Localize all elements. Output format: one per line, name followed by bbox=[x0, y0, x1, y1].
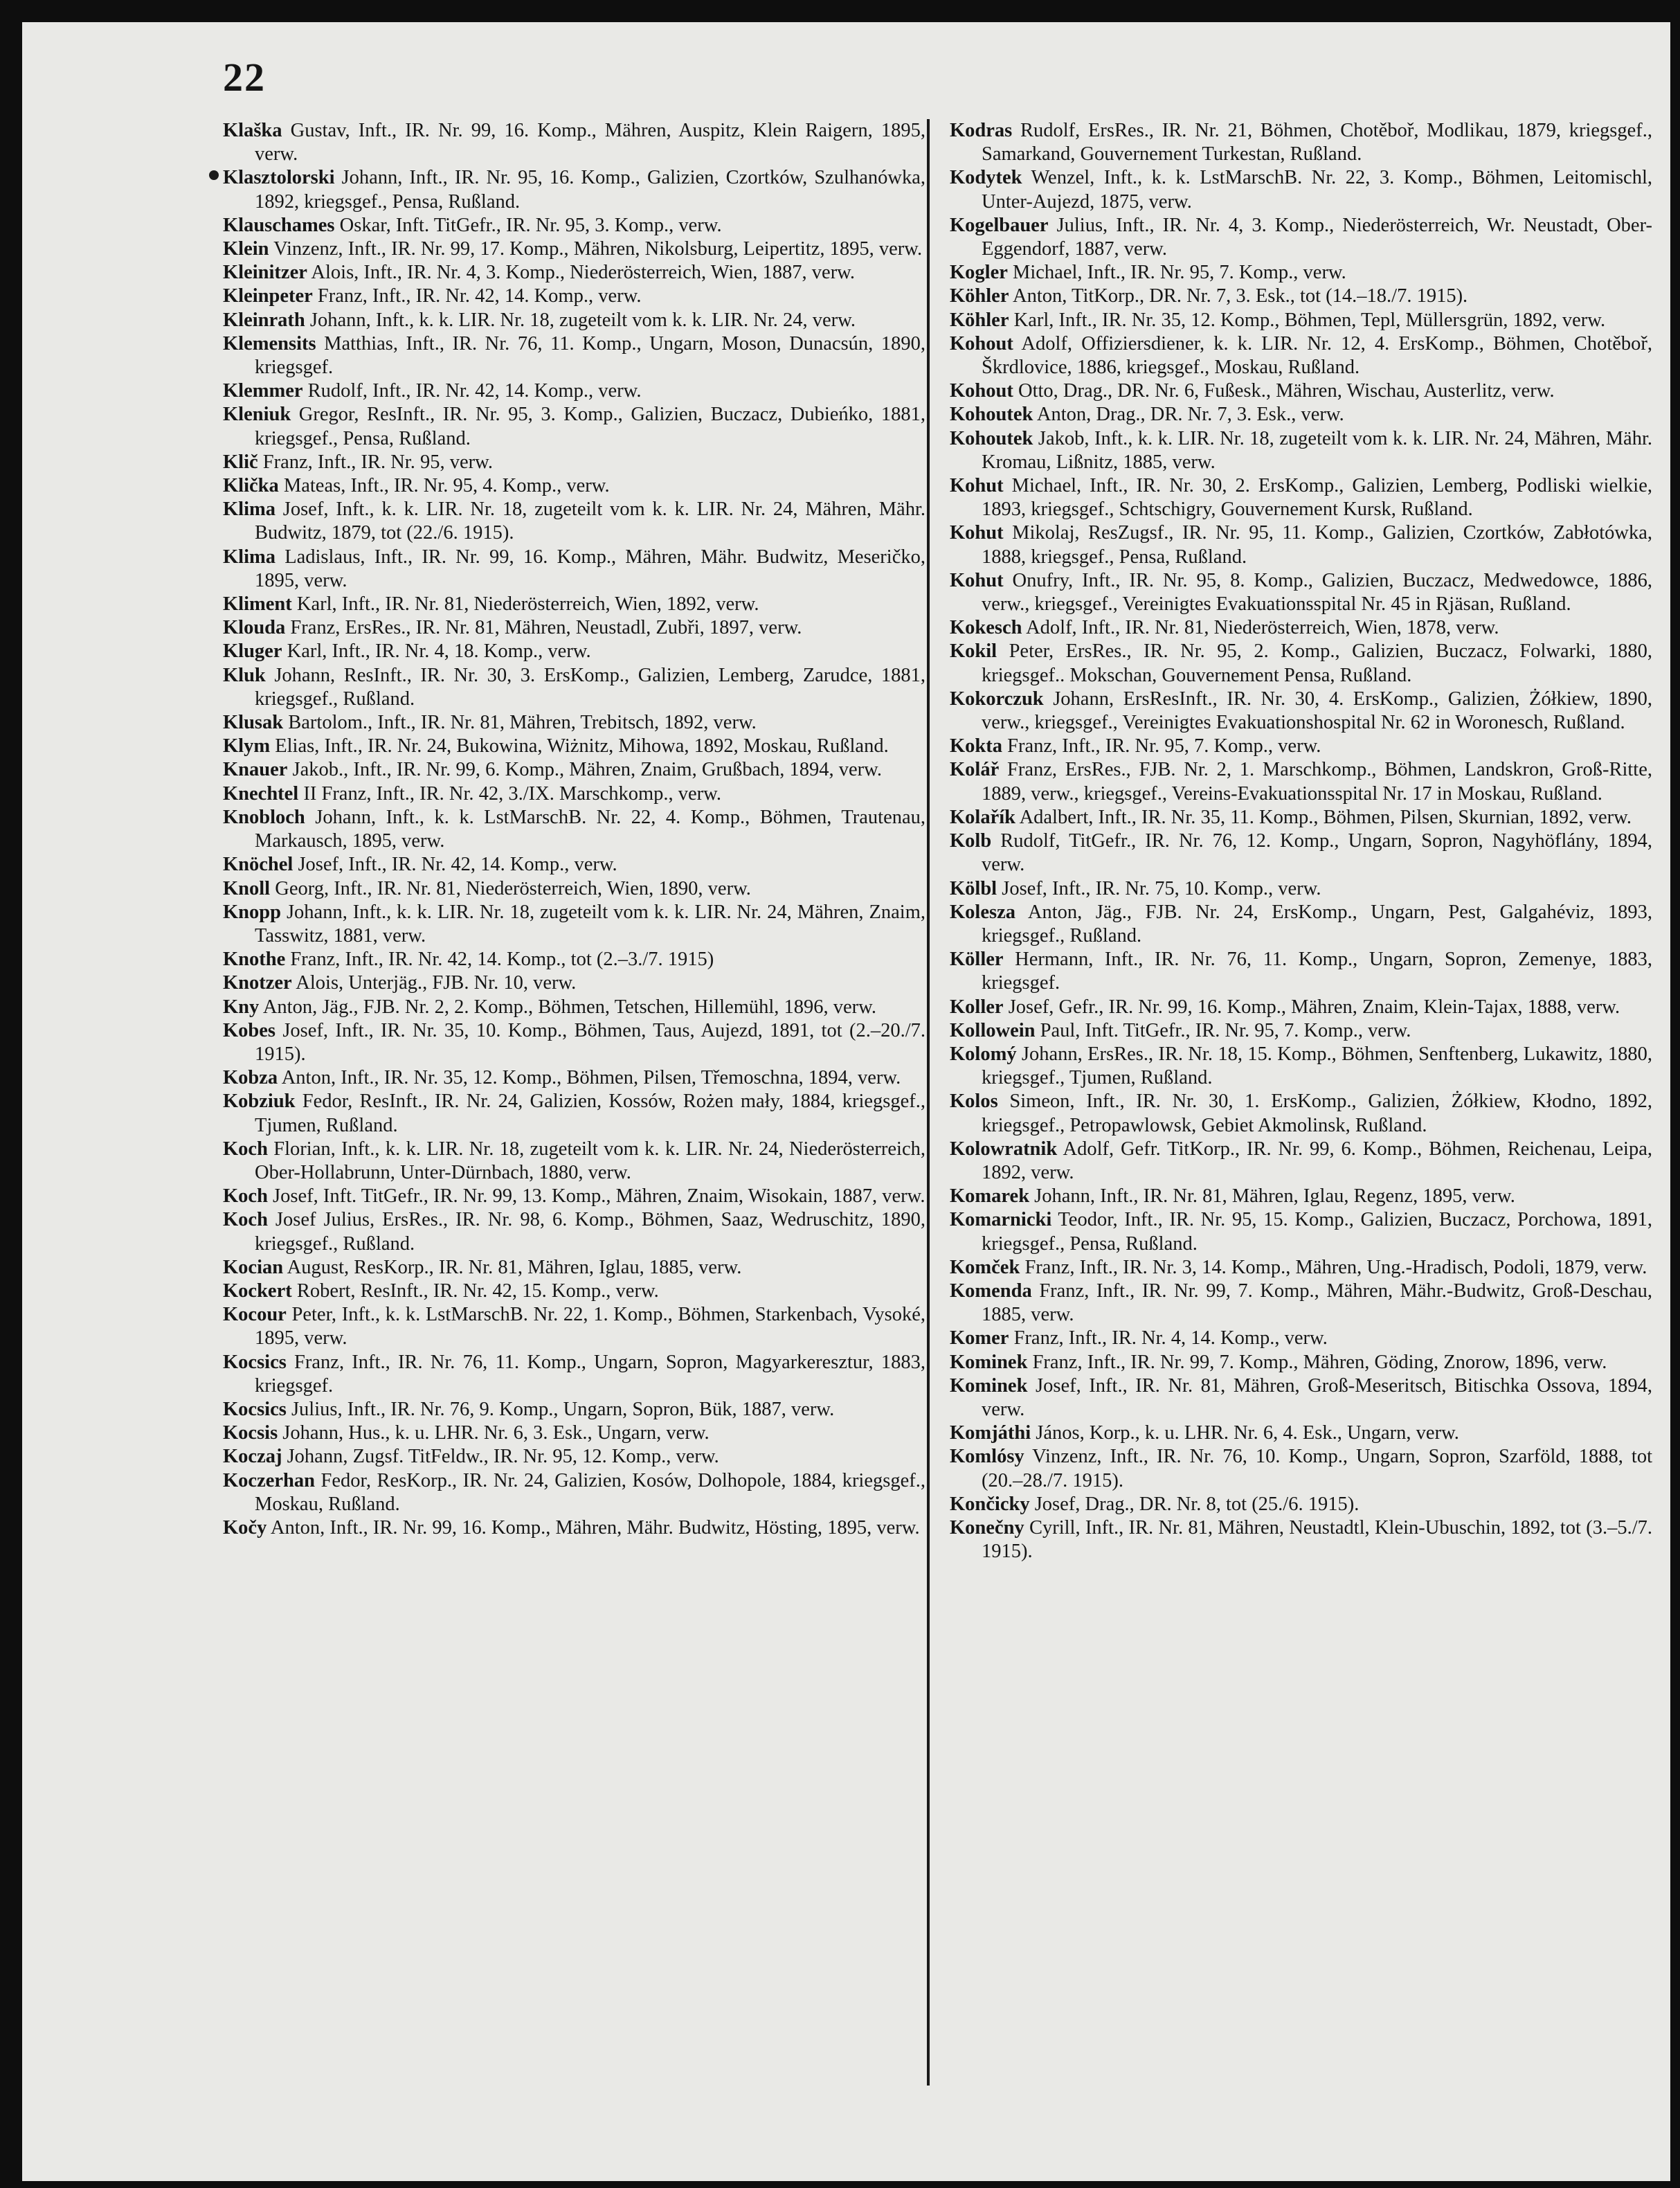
list-entry bbox=[223, 498, 925, 545]
list-entry bbox=[950, 569, 1652, 616]
entry-name: Klima bbox=[223, 499, 276, 521]
list-entry bbox=[223, 971, 925, 995]
entry-text: Franz, Inft., IR. Nr. 76, 11. Komp., Ungarn, Sopron, Magyarkeresztur, 1883, kriegsgef. bbox=[255, 1351, 925, 1397]
list-entry bbox=[950, 758, 1652, 805]
entry-name: Komarnicki bbox=[950, 1209, 1052, 1231]
list-entry bbox=[223, 853, 925, 877]
list-entry bbox=[950, 735, 1652, 758]
entry-name: Klič bbox=[223, 451, 258, 473]
entry-text: Anton, Inft., IR. Nr. 99, 16. Komp., Mähren, Mähr. Budwitz, Hösting, 1895, verw. bbox=[267, 1516, 920, 1539]
entry-text: Cyrill, Inft., IR. Nr. 81, Mähren, Neustadtl, Klein-Ubuschin, 1892, tot (3.–5./7. 1915). bbox=[982, 1516, 1652, 1563]
entry-text: Oskar, Inft. TitGefr., IR. Nr. 95, 3. Komp., verw. bbox=[334, 214, 722, 236]
entry-text: Paul, Inft. TitGefr., IR. Nr. 95, 7. Komp., verw. bbox=[1035, 1019, 1411, 1041]
entry-text: Josef, Inft., IR. Nr. 35, 10. Komp., Böhmen, Taus, Aujezd, 1891, tot (2.–20./7. 1915). bbox=[255, 1019, 925, 1065]
list-entry bbox=[223, 332, 925, 379]
list-entry bbox=[223, 782, 925, 806]
entry-text: János, Korp., k. u. LHR. Nr. 6, 4. Esk., Ungarn, verw. bbox=[1031, 1422, 1459, 1444]
entry-text: Alois, Inft., IR. Nr. 4, 3. Komp., Niederösterreich, Wien, 1887, verw. bbox=[307, 262, 856, 284]
page-number: 22 bbox=[223, 55, 266, 100]
list-entry bbox=[223, 1256, 925, 1280]
entry-name: Knöchel bbox=[223, 854, 293, 876]
list-entry bbox=[223, 474, 925, 498]
list-entry bbox=[950, 1185, 1652, 1208]
entry-name: Kobes bbox=[223, 1019, 276, 1041]
list-entry bbox=[223, 735, 925, 758]
entry-text: Hermann, Inft., IR. Nr. 76, 11. Komp., Ungarn, Sopron, Zemenye, 1883, kriegsgef. bbox=[982, 949, 1652, 994]
entry-name: Klasztolorski bbox=[223, 167, 335, 189]
list-entry bbox=[950, 285, 1652, 308]
entry-name: Klemmer bbox=[223, 380, 303, 402]
list-entry bbox=[223, 1351, 925, 1398]
entry-text: Matthias, Inft., IR. Nr. 76, 11. Komp., Ungarn, Moson, Dunacsún, 1890, kriegsgef. bbox=[255, 332, 925, 379]
list-entry bbox=[223, 1185, 925, 1208]
entry-name: Kohoutek bbox=[950, 427, 1033, 449]
entry-text: August, ResKorp., IR. Nr. 81, Mähren, Iglau, 1885, verw. bbox=[283, 1256, 742, 1278]
entry-text: Teodor, Inft., IR. Nr. 95, 15. Komp., Galizien, Buczacz, Porchowa, 1891, kriegsgef., Pensa, Rußland. bbox=[982, 1209, 1652, 1255]
list-entry bbox=[950, 1280, 1652, 1327]
entry-name: Kollowein bbox=[950, 1019, 1036, 1041]
entry-name: Kleniuk bbox=[223, 404, 291, 426]
list-entry bbox=[950, 1374, 1652, 1422]
entry-text: Josef, Gefr., IR. Nr. 99, 16. Komp., Mähren, Znaim, Klein-Tajax, 1888, verw. bbox=[1003, 996, 1620, 1018]
list-entry bbox=[223, 451, 925, 474]
list-entry bbox=[950, 309, 1652, 332]
entry-text: Vinzenz, Inft., IR. Nr. 99, 17. Komp., Mähren, Nikolsburg, Leipertitz, 1895, verw. bbox=[269, 238, 923, 260]
list-entry bbox=[950, 1138, 1652, 1185]
entry-name: Kleinrath bbox=[223, 309, 305, 331]
entry-name: Kocsis bbox=[223, 1422, 278, 1444]
list-entry bbox=[223, 1422, 925, 1445]
entry-text: Franz, Inft., IR. Nr. 42, 14. Komp., tot (2.–3./7. 1915) bbox=[285, 949, 714, 971]
entry-name: Kolář bbox=[950, 759, 1000, 781]
list-entry bbox=[950, 948, 1652, 995]
list-entry bbox=[950, 996, 1652, 1019]
list-entry bbox=[223, 1090, 925, 1137]
list-entry bbox=[223, 711, 925, 735]
entry-text: Ladislaus, Inft., IR. Nr. 99, 16. Komp., Mähren, Mähr. Budwitz, Meseričko, 1895, verw. bbox=[255, 546, 925, 591]
list-entry bbox=[223, 948, 925, 971]
entry-name: Kolomý bbox=[950, 1043, 1017, 1065]
entry-name: Kny bbox=[223, 996, 260, 1018]
entry-text: Josef, Inft., IR. Nr. 75, 10. Komp., verw. bbox=[997, 877, 1321, 899]
list-entry bbox=[223, 1066, 925, 1090]
entry-text: Wenzel, Inft., k. k. LstMarschB. Nr. 22, 3. Komp., Böhmen, Leitomischl, Unter-Aujezd, 1875, verw. bbox=[982, 167, 1652, 213]
entry-name: Komjáthi bbox=[950, 1422, 1031, 1444]
list-entry bbox=[223, 214, 925, 237]
entry-text: Adolf, Inft., IR. Nr. 81, Niederösterreich, Wien, 1878, verw. bbox=[1022, 617, 1499, 639]
list-entry bbox=[950, 1327, 1652, 1350]
entry-name: Kolesza bbox=[950, 901, 1015, 923]
left-column bbox=[223, 119, 925, 2058]
entry-text: Gregor, ResInft., IR. Nr. 95, 3. Komp., Galizien, Buczacz, Dubieńko, 1881, kriegsgef., Pensa, Rußland. bbox=[255, 404, 925, 449]
entry-text: Josef, Inft. TitGefr., IR. Nr. 99, 13. Komp., Mähren, Znaim, Wisokain, 1887, verw. bbox=[267, 1185, 925, 1208]
entry-text: Anton, Inft., IR. Nr. 35, 12. Komp., Böhmen, Pilsen, Třemoschna, 1894, verw. bbox=[278, 1067, 901, 1089]
entry-name: Koch bbox=[223, 1138, 268, 1160]
list-entry bbox=[223, 1303, 925, 1350]
entry-text: Anton, TitKorp., DR. Nr. 7, 3. Esk., tot (14.–18./7. 1915). bbox=[1009, 285, 1468, 307]
list-entry bbox=[223, 237, 925, 261]
entry-text: Robert, ResInft., IR. Nr. 42, 15. Komp., verw. bbox=[291, 1280, 659, 1302]
entry-text: Rudolf, Inft., IR. Nr. 42, 14. Komp., verw. bbox=[302, 380, 642, 402]
list-entry bbox=[223, 758, 925, 782]
entry-text: Johann, Inft., IR. Nr. 81, Mähren, Iglau, Regenz, 1895, verw. bbox=[1029, 1185, 1515, 1208]
entry-name: Köhler bbox=[950, 309, 1009, 331]
entry-text: Bartolom., Inft., IR. Nr. 81, Mähren, Trebitsch, 1892, verw. bbox=[283, 712, 757, 734]
list-entry bbox=[223, 901, 925, 948]
list-entry bbox=[223, 877, 925, 901]
list-entry bbox=[950, 830, 1652, 877]
entry-name: Komlósy bbox=[950, 1446, 1024, 1468]
entry-name: Kolařík bbox=[950, 806, 1016, 828]
list-entry bbox=[950, 379, 1652, 403]
list-entry bbox=[950, 1445, 1652, 1492]
entry-name: Klička bbox=[223, 475, 279, 497]
entry-name: Knauer bbox=[223, 759, 288, 781]
entry-name: Knoll bbox=[223, 877, 271, 899]
entry-name: Kockert bbox=[223, 1280, 292, 1302]
entry-text: Johann, Inft., IR. Nr. 95, 16. Komp., Galizien, Czortków, Szulhanówka, 1892, kriegsgef., Pensa, Rußland. bbox=[255, 167, 925, 213]
entry-name: Klym bbox=[223, 735, 271, 757]
entry-text: Franz, Inft., IR. Nr. 42, 14. Komp., verw. bbox=[312, 285, 642, 307]
entry-name: Kocian bbox=[223, 1256, 284, 1278]
entry-name: Köhler bbox=[950, 285, 1009, 307]
entry-name: Kocour bbox=[223, 1304, 287, 1326]
entry-text: Fedor, ResKorp., IR. Nr. 24, Galizien, Kosów, Dolhopole, 1884, kriegsgef., Moskau, Rußland. bbox=[255, 1469, 925, 1515]
list-entry bbox=[950, 616, 1652, 640]
entry-name: Klein bbox=[223, 238, 269, 260]
entry-text: Gustav, Inft., IR. Nr. 99, 16. Komp., Mähren, Auspitz, Klein Raigern, 1895, verw. bbox=[255, 120, 925, 165]
entry-text: Onufry, Inft., IR. Nr. 95, 8. Komp., Galizien, Buczacz, Medwedowce, 1886, verw., kriegsgef., Vereinigtes Evakuationsspital Nr. 45 in Rjäsan, Rußland. bbox=[982, 569, 1652, 616]
entry-text: II Franz, Inft., IR. Nr. 42, 3./IX. Marschkomp., verw. bbox=[298, 782, 722, 805]
entry-text: Franz, Inft., IR. Nr. 3, 14. Komp., Mähren, Ung.-Hradisch, Podoli, 1879, verw. bbox=[1020, 1256, 1647, 1278]
entry-name: Knobloch bbox=[223, 806, 305, 828]
list-entry bbox=[950, 332, 1652, 379]
entry-name: Klauschames bbox=[223, 214, 335, 236]
entry-text: Karl, Inft., IR. Nr. 35, 12. Komp., Böhmen, Tepl, Müllersgrün, 1892, verw. bbox=[1009, 309, 1606, 331]
list-entry bbox=[950, 1516, 1652, 1563]
list-entry bbox=[950, 1422, 1652, 1445]
entry-name: Kolowratnik bbox=[950, 1138, 1058, 1160]
entry-name: Komer bbox=[950, 1327, 1009, 1349]
entry-name: Kohout bbox=[950, 380, 1013, 402]
entry-name: Kočy bbox=[223, 1516, 267, 1539]
entry-name: Kogler bbox=[950, 262, 1008, 284]
list-entry bbox=[223, 1398, 925, 1422]
entry-name: Kominek bbox=[950, 1374, 1028, 1397]
list-entry bbox=[950, 1351, 1652, 1374]
list-entry bbox=[223, 309, 925, 332]
list-entry bbox=[223, 1516, 925, 1540]
entry-name: Komenda bbox=[950, 1280, 1032, 1302]
list-entry bbox=[950, 1090, 1652, 1137]
entry-text: Johann, Inft., k. k. LIR. Nr. 18, zugeteilt vom k. k. LIR. Nr. 24, verw. bbox=[305, 309, 856, 331]
entry-name: Kohut bbox=[950, 522, 1004, 544]
list-entry bbox=[223, 616, 925, 640]
entry-name: Knothe bbox=[223, 949, 286, 971]
list-entry bbox=[223, 403, 925, 450]
entry-text: Otto, Drag., DR. Nr. 6, Fußesk., Mähren, Wischau, Austerlitz, verw. bbox=[1013, 380, 1555, 402]
entry-name: Kominek bbox=[950, 1351, 1028, 1373]
entry-name: Kodras bbox=[950, 120, 1013, 141]
list-entry bbox=[223, 1280, 925, 1303]
list-entry bbox=[223, 261, 925, 285]
entry-text: Johann, ErsRes., IR. Nr. 18, 15. Komp., Böhmen, Senftenberg, Lukawitz, 1880, kriegsgef., Tjumen, Rußland. bbox=[982, 1043, 1652, 1089]
entry-text: Adolf, Gefr. TitKorp., IR. Nr. 99, 6. Komp., Böhmen, Reichenau, Leipa, 1892, verw. bbox=[982, 1138, 1652, 1183]
entry-name: Kliment bbox=[223, 593, 292, 616]
entry-text: Josef, Inft., IR. Nr. 42, 14. Komp., verw. bbox=[293, 854, 617, 876]
entry-text: Rudolf, ErsRes., IR. Nr. 21, Böhmen, Chotěboř, Modlikau, 1879, kriegsgef., Samarkand, Gouvernement Turkestan, Rußland. bbox=[982, 120, 1652, 165]
list-entry bbox=[950, 1019, 1652, 1043]
entry-text: Peter, Inft., k. k. LstMarschB. Nr. 22, 1. Komp., Böhmen, Starkenbach, Vysoké, 1895, verw. bbox=[255, 1304, 925, 1349]
entry-text: Adolf, Offiziersdiener, k. k. LIR. Nr. 12, 4. ErsKomp., Böhmen, Chotěboř, Škrdlovice, 1886, kriegsgef., Moskau, Rußland. bbox=[982, 332, 1652, 379]
entry-text: Johann, ErsResInft., IR. Nr. 30, 4. ErsKomp., Galizien, Żółkiew, 1890, verw., kriegsgef., Vereinigtes Evakuationshospital Nr. 62 in Woronesch, Rußland. bbox=[982, 688, 1652, 734]
list-entry bbox=[950, 1256, 1652, 1280]
list-entry bbox=[223, 379, 925, 403]
entry-name: Klemensits bbox=[223, 332, 316, 355]
entry-name: Knotzer bbox=[223, 972, 292, 994]
entry-text: Anton, Jäg., FJB. Nr. 2, 2. Komp., Böhmen, Tetschen, Hillemühl, 1896, verw. bbox=[259, 996, 877, 1018]
entry-name: Kobza bbox=[223, 1067, 278, 1089]
entry-name: Kokta bbox=[950, 735, 1003, 757]
entry-name: Kokil bbox=[950, 640, 997, 663]
entry-name: Kokorczuk bbox=[950, 688, 1044, 710]
list-entry bbox=[950, 474, 1652, 521]
list-entry bbox=[950, 261, 1652, 285]
entry-text: Mikolaj, ResZugsf., IR. Nr. 95, 11. Komp., Galizien, Czortków, Zabłotówka, 1888, kriegsgef., Pensa, Rußland. bbox=[982, 522, 1652, 568]
entry-name: Kohut bbox=[950, 569, 1004, 591]
list-entry bbox=[223, 166, 925, 213]
entry-name: Klaška bbox=[223, 120, 282, 141]
page bbox=[22, 22, 1670, 2181]
entry-name: Kolos bbox=[950, 1091, 998, 1113]
entry-text: Franz, Inft., IR. Nr. 99, 7. Komp., Mähren, Mähr.-Budwitz, Groß-Deschau, 1885, verw. bbox=[982, 1280, 1652, 1326]
entry-text: Josef, Inft., k. k. LIR. Nr. 18, zugeteilt vom k. k. LIR. Nr. 24, Mähren, Mähr. Budwitz, 1879, tot (22./6. 1915). bbox=[255, 499, 925, 544]
entry-name: Kolb bbox=[950, 830, 992, 852]
entry-name: Kogelbauer bbox=[950, 214, 1049, 236]
entry-name: Konečny bbox=[950, 1516, 1024, 1539]
entry-text: Alois, Unterjäg., FJB. Nr. 10, verw. bbox=[291, 972, 577, 994]
entry-text: Jakob., Inft., IR. Nr. 99, 6. Komp., Mähren, Znaim, Grußbach, 1894, verw. bbox=[287, 759, 882, 781]
entry-name: Klouda bbox=[223, 617, 286, 639]
list-entry bbox=[950, 806, 1652, 830]
list-entry bbox=[223, 806, 925, 853]
list-entry bbox=[950, 214, 1652, 261]
entry-text: Anton, Drag., DR. Nr. 7, 3. Esk., verw. bbox=[1033, 404, 1344, 426]
entry-text: Josef, Drag., DR. Nr. 8, tot (25./6. 1915). bbox=[1029, 1493, 1360, 1515]
entry-name: Köller bbox=[950, 949, 1004, 971]
list-entry bbox=[223, 664, 925, 711]
entry-text: Johann, Hus., k. u. LHR. Nr. 6, 3. Esk., Ungarn, verw. bbox=[278, 1422, 710, 1444]
list-entry bbox=[223, 119, 925, 166]
entry-text: Johann, Inft., k. k. LstMarschB. Nr. 22, 4. Komp., Böhmen, Trautenau, Markausch, 1895, verw. bbox=[255, 806, 925, 852]
right-column bbox=[950, 119, 1652, 2058]
entry-text: Florian, Inft., k. k. LIR. Nr. 18, zugeteilt vom k. k. LIR. Nr. 24, Niederösterreich, Ober-Hollabrunn, Unter-Dürnbach, 1880, verw. bbox=[255, 1138, 925, 1183]
entry-name: Kluk bbox=[223, 664, 266, 686]
list-entry bbox=[950, 521, 1652, 568]
entry-name: Koczerhan bbox=[223, 1469, 315, 1491]
entry-name: Knopp bbox=[223, 901, 281, 923]
entry-text: Simeon, Inft., IR. Nr. 30, 1. ErsKomp., Galizien, Żółkiew, Kłodno, 1892, kriegsgef., Petropawlowsk, Gebiet Akmolinsk, Rußland. bbox=[982, 1091, 1652, 1136]
entry-name: Kohut bbox=[950, 475, 1004, 497]
list-entry bbox=[223, 1138, 925, 1185]
entry-text: Vinzenz, Inft., IR. Nr. 76, 10. Komp., Ungarn, Sopron, Szarföld, 1888, tot (20.–28./7. 1915). bbox=[982, 1446, 1652, 1491]
entry-text: Julius, Inft., IR. Nr. 76, 9. Komp., Ungarn, Sopron, Bük, 1887, verw. bbox=[286, 1398, 835, 1420]
entry-name: Koch bbox=[223, 1209, 268, 1231]
entry-text: Mateas, Inft., IR. Nr. 95, 4. Komp., verw. bbox=[278, 475, 610, 497]
list-entry bbox=[950, 427, 1652, 474]
list-entry bbox=[950, 640, 1652, 687]
list-entry bbox=[223, 285, 925, 308]
entry-text: Johann, Inft., k. k. LIR. Nr. 18, zugeteilt vom k. k. LIR. Nr. 24, Mähren, Znaim, Tasswitz, 1881, verw. bbox=[255, 901, 925, 947]
entry-name: Kohoutek bbox=[950, 404, 1033, 426]
list-entry bbox=[223, 593, 925, 616]
entry-text: Fedor, ResInft., IR. Nr. 24, Galizien, Kossów, Rożen mały, 1884, kriegsgef., Tjumen, Rußland. bbox=[255, 1091, 925, 1136]
entry-name: Kölbl bbox=[950, 877, 997, 899]
entry-text: Peter, ErsRes., IR. Nr. 95, 2. Komp., Galizien, Buczacz, Folwarki, 1880, kriegsgef.. Mokschan, Gouvernement Pensa, Rußland. bbox=[982, 640, 1652, 686]
entry-name: Kohout bbox=[950, 332, 1013, 355]
list-entry bbox=[223, 1208, 925, 1255]
list-entry bbox=[950, 119, 1652, 166]
entry-name: Koller bbox=[950, 996, 1004, 1018]
entry-text: Julius, Inft., IR. Nr. 4, 3. Komp., Niederösterreich, Wr. Neustadt, Ober-Eggendorf, 1887, verw. bbox=[982, 214, 1652, 260]
entry-text: Rudolf, TitGefr., IR. Nr. 76, 12. Komp., Ungarn, Sopron, Nagyhöflány, 1894, verw. bbox=[982, 830, 1652, 876]
list-entry bbox=[950, 403, 1652, 427]
entry-text: Michael, Inft., IR. Nr. 95, 7. Komp., verw. bbox=[1007, 262, 1346, 284]
entry-text: Franz, Inft., IR. Nr. 95, verw. bbox=[258, 451, 493, 473]
entry-name: Kleinitzer bbox=[223, 262, 307, 284]
column-divider bbox=[927, 119, 930, 2086]
entry-name: Knechtel bbox=[223, 782, 299, 805]
list-entry bbox=[950, 1493, 1652, 1516]
entry-name: Klusak bbox=[223, 712, 284, 734]
entry-text: Jakob, Inft., k. k. LIR. Nr. 18, zugeteilt vom k. k. LIR. Nr. 24, Mähren, Mähr. Kromau, Lißnitz, 1885, verw. bbox=[982, 427, 1652, 473]
entry-name: Kluger bbox=[223, 640, 282, 663]
entry-name: Koch bbox=[223, 1185, 268, 1208]
entry-text: Michael, Inft., IR. Nr. 30, 2. ErsKomp., Galizien, Lemberg, Podliski wielkie, 1893, kriegsgef., Schtschigry, Gouvernement Kursk, Rußland. bbox=[982, 475, 1652, 521]
entry-text: Anton, Jäg., FJB. Nr. 24, ErsKomp., Ungarn, Pest, Galgahéviz, 1893, kriegsgef., Rußland. bbox=[982, 901, 1652, 947]
margin-mark bbox=[209, 170, 219, 180]
entry-text: Karl, Inft., IR. Nr. 81, Niederösterreich, Wien, 1892, verw. bbox=[291, 593, 759, 616]
list-entry bbox=[223, 1469, 925, 1516]
list-entry bbox=[223, 1445, 925, 1469]
entry-text: Johann, ResInft., IR. Nr. 30, 3. ErsKomp., Galizien, Lemberg, Zarudce, 1881, kriegsgef., Rußland. bbox=[255, 664, 925, 710]
entry-text: Josef, Inft., IR. Nr. 81, Mähren, Groß-Meseritsch, Bitischka Ossova, 1894, verw. bbox=[982, 1374, 1652, 1420]
entry-text: Franz, ErsRes., IR. Nr. 81, Mähren, Neustadl, Zubři, 1897, verw. bbox=[285, 617, 802, 639]
entry-name: Komček bbox=[950, 1256, 1020, 1278]
entry-text: Franz, Inft., IR. Nr. 4, 14. Komp., verw. bbox=[1009, 1327, 1328, 1349]
entry-text: Karl, Inft., IR. Nr. 4, 18. Komp., verw. bbox=[282, 640, 591, 663]
entry-text: Franz, ErsRes., FJB. Nr. 2, 1. Marschkomp., Böhmen, Landskron, Groß-Ritte, 1889, verw., kriegsgef., Vereins-Evakuationsspital Nr. 17 in Moskau, Rußland. bbox=[982, 759, 1652, 805]
entry-text: Adalbert, Inft., IR. Nr. 35, 11. Komp., Böhmen, Pilsen, Skurnian, 1892, verw. bbox=[1015, 806, 1632, 828]
entry-text: Josef Julius, ErsRes., IR. Nr. 98, 6. Komp., Böhmen, Saaz, Wedruschitz, 1890, kriegsgef., Rußland. bbox=[255, 1209, 925, 1255]
entry-name: Kocsics bbox=[223, 1398, 287, 1420]
entry-name: Končicky bbox=[950, 1493, 1030, 1515]
list-entry bbox=[950, 1043, 1652, 1090]
entry-name: Koczaj bbox=[223, 1446, 282, 1468]
entry-name: Komarek bbox=[950, 1185, 1030, 1208]
entry-text: Franz, Inft., IR. Nr. 99, 7. Komp., Mähren, Göding, Znorow, 1896, verw. bbox=[1027, 1351, 1607, 1373]
entry-name: Kokesch bbox=[950, 617, 1022, 639]
list-entry bbox=[223, 996, 925, 1019]
entry-text: Johann, Zugsf. TitFeldw., IR. Nr. 95, 12. Komp., verw. bbox=[282, 1446, 719, 1468]
entry-text: Georg, Inft., IR. Nr. 81, Niederösterreich, Wien, 1890, verw. bbox=[270, 877, 751, 899]
list-entry bbox=[950, 688, 1652, 735]
list-entry bbox=[950, 877, 1652, 901]
entry-name: Klima bbox=[223, 546, 276, 568]
entry-name: Kodytek bbox=[950, 167, 1022, 189]
list-entry bbox=[223, 546, 925, 593]
list-entry bbox=[950, 1208, 1652, 1255]
list-entry bbox=[950, 166, 1652, 213]
entry-name: Kobziuk bbox=[223, 1091, 296, 1113]
entry-name: Kleinpeter bbox=[223, 285, 313, 307]
entry-name: Kocsics bbox=[223, 1351, 287, 1373]
list-entry bbox=[223, 640, 925, 663]
entry-text: Franz, Inft., IR. Nr. 95, 7. Komp., verw. bbox=[1002, 735, 1321, 757]
list-entry bbox=[950, 901, 1652, 948]
list-entry bbox=[223, 1019, 925, 1066]
entry-text: Elias, Inft., IR. Nr. 24, Bukowina, Wiżnitz, Mihowa, 1892, Moskau, Rußland. bbox=[270, 735, 889, 757]
